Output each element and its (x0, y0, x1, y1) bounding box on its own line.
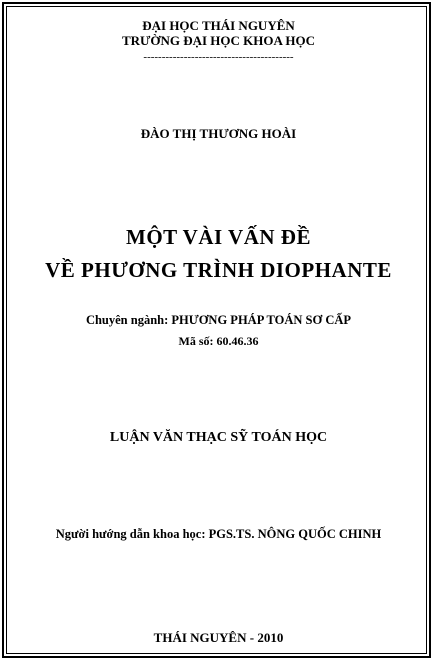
thesis-title-line-1: MỘT VÀI VẤN ĐỀ (126, 225, 311, 249)
specialization-code: Mã số: 60.46.36 (178, 334, 259, 348)
specialization: Chuyên ngành: PHƯƠNG PHÁP TOÁN SƠ CẤP (85, 313, 352, 327)
header-separator: ----------------------------------------- (143, 51, 294, 63)
degree-type: LUẬN VĂN THẠC SỸ TOÁN HỌC (109, 430, 328, 445)
faculty-name: TRƯỜNG ĐẠI HỌC KHOA HỌC (121, 33, 316, 48)
thesis-title-line-2: VỀ PHƯƠNG TRÌNH DIOPHANTE (45, 258, 392, 282)
scientific-advisor: Người hướng dẫn khoa học: PGS.TS. NÔNG QUỐC CHINH (55, 527, 382, 541)
author-name: ĐÀO THỊ THƯƠNG HOÀI (140, 126, 297, 141)
university-name: ĐẠI HỌC THÁI NGUYÊN (142, 18, 295, 33)
page-border-inner (6, 6, 427, 654)
place-and-year: THÁI NGUYÊN - 2010 (153, 630, 284, 645)
